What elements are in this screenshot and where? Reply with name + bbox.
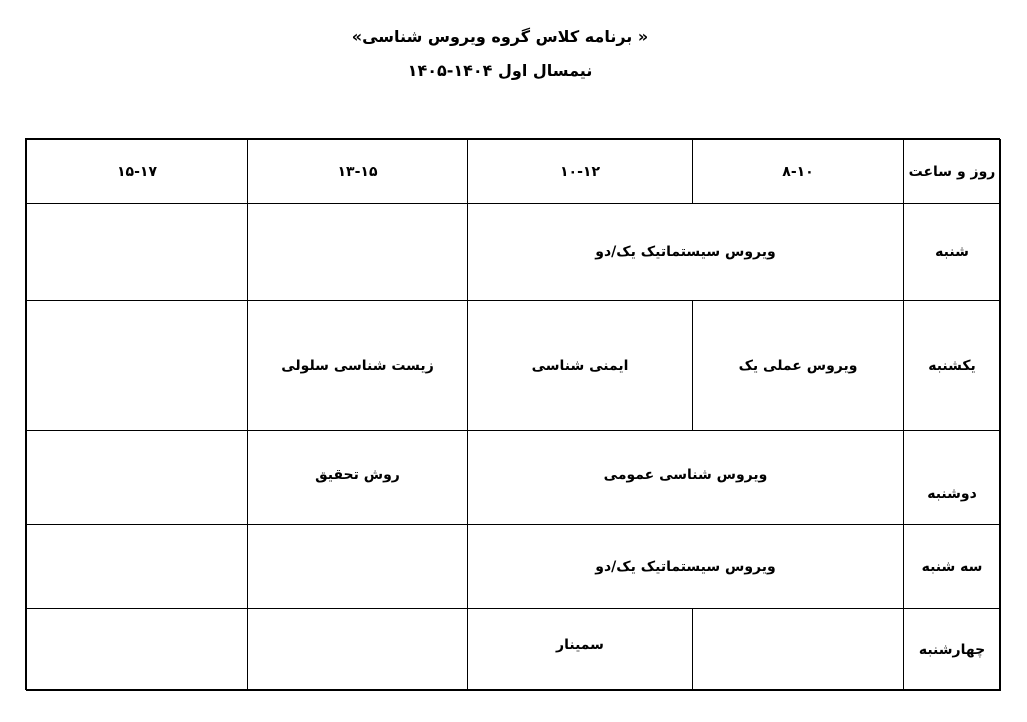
day-tuesday: سه شنبه [903,524,1001,609]
monday-8-12: ویروس شناسی عمومی [467,430,904,525]
page-title: « برنامه کلاس گروه ویروس شناسی» [351,27,649,46]
day-sunday: یکشنبه [903,300,1001,431]
header-slot-10-12: ۱۰-۱۲ [467,139,693,204]
sunday-13-15: زیست شناسی سلولی [247,300,468,431]
sunday-10-12: ایمنی شناسی [467,300,693,431]
saturday-15-17 [26,203,248,301]
wednesday-15-17 [26,608,248,691]
wednesday-10-12: سمینار [467,608,693,691]
header-slot-13-15: ۱۳-۱۵ [247,139,468,204]
semester-subtitle: نیمسال اول ۱۴۰۴-۱۴۰۵ [407,61,593,80]
wednesday-13-15 [247,608,468,691]
wednesday-8-10 [692,608,904,691]
header-day-time: روز و ساعت [903,139,1001,204]
monday-15-17 [26,430,248,525]
header-slot-15-17: ۱۵-۱۷ [26,139,248,204]
tuesday-8-12: ویروس سیستماتیک یک/دو [467,524,904,609]
day-wednesday: چهارشنبه [903,608,1001,691]
header-slot-8-10: ۸-۱۰ [692,139,904,204]
monday-13-15: روش تحقیق [247,430,468,525]
day-monday: دوشنبه [903,430,1001,525]
tuesday-15-17 [26,524,248,609]
schedule-table [25,138,1000,690]
tuesday-13-15 [247,524,468,609]
saturday-13-15 [247,203,468,301]
sunday-15-17 [26,300,248,431]
day-saturday: شنبه [903,203,1001,301]
saturday-8-12: ویروس سیستماتیک یک/دو [467,203,904,301]
sunday-8-10: ویروس عملی یک [692,300,904,431]
